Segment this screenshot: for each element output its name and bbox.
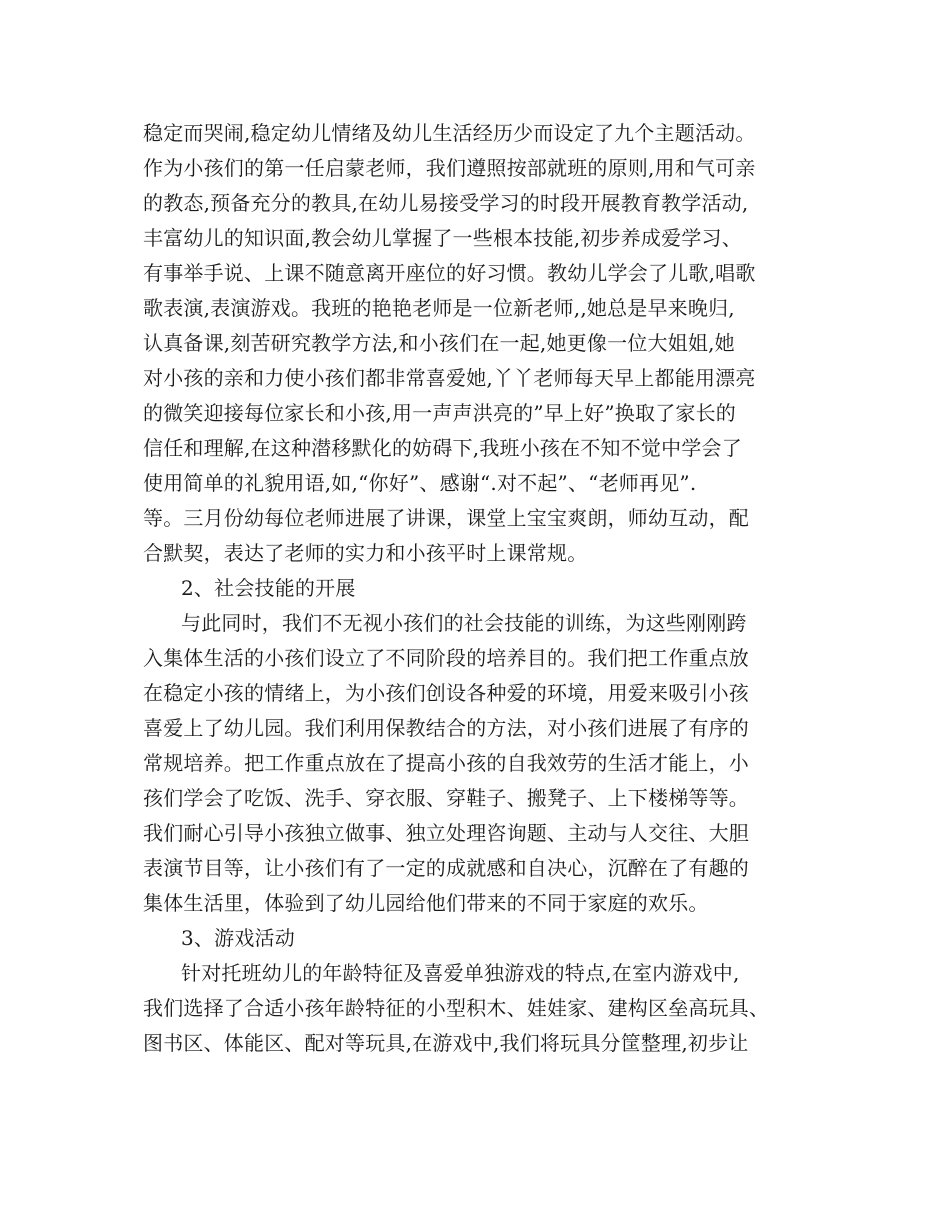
text-line: 歌表演,表演游戏。我班的艳艳老师是一位新老师,,她总是早来晚归, <box>143 296 735 320</box>
text-line: 稳定而哭闹,稳定幼儿情绪及幼儿生活经历少而设定了九个主题活动。 <box>143 121 756 145</box>
text-line: 表演节目等，让小孩们有了一定的成就感和自决心，沉醉在了有趣的 <box>143 856 749 880</box>
section-heading: 2、社会技能的开展 <box>181 576 356 600</box>
section-heading: 3、游戏活动 <box>181 926 295 950</box>
text-line: 的微笑迎接每位家长和小孩,用一声声洪亮的”早上好”换取了家长的 <box>143 401 737 425</box>
text-line: 喜爱上了幼儿园。我们利用保教结合的方法，对小孩们进展了有序的 <box>143 716 749 740</box>
text-line: 集体生活里，体验到了幼儿园给他们带来的不同于家庭的欢乐。 <box>143 891 709 915</box>
text-line: 作为小孩们的第一任启蒙老师，我们遵照按部就班的原则,用和气可亲 <box>143 156 756 180</box>
text-line: 丰富幼儿的知识面,教会幼儿掌握了一些根本技能,初步养成爱学习、 <box>143 226 742 250</box>
text-line: 认真备课,刻苦研究教学方法,和小孩们在一起,她更像一位大姐姐,她 <box>143 331 735 355</box>
text-line: 入集体生活的小孩们设立了不同阶段的培养目的。我们把工作重点放 <box>143 646 749 670</box>
text-line: 信任和理解,在这种潜移默化的妨碍下,我班小孩在不知不觉中学会了 <box>143 436 742 460</box>
text-line: 孩们学会了吃饭、洗手、穿衣服、穿鞋子、搬凳子、上下楼梯等等。 <box>143 786 749 810</box>
text-line: 的教态,预备充分的教具,在幼儿易接受学习的时段开展教育教学活动, <box>143 191 749 215</box>
paragraph-first-line: 针对托班幼儿的年龄特征及喜爱单独游戏的特点,在室内游戏中, <box>181 961 740 985</box>
text-line: 合默契，表达了老师的实力和小孩平时上课常规。 <box>143 541 588 565</box>
text-line: 有事举手说、上课不随意离开座位的好习惯。教幼儿学会了儿歌,唱歌 <box>143 261 756 285</box>
paragraph-first-line: 与此同时，我们不无视小孩们的社会技能的训练，为这些刚刚跨 <box>181 611 747 635</box>
text-line: 图书区、体能区、配对等玩具,在游戏中,我们将玩具分筐整理,初步让 <box>143 1031 749 1055</box>
text-line: 等。三月份幼每位老师进展了讲课，课堂上宝宝爽朗，师幼互动，配 <box>143 506 749 530</box>
text-line: 常规培养。把工作重点放在了提高小孩的自我效劳的生活才能上，小 <box>143 751 749 775</box>
body-text <box>143 116 823 1061</box>
text-line: 我们选择了合适小孩年龄特征的小型积木、娃娃家、建构区垒高玩具、 <box>143 996 770 1020</box>
text-line: 使用简单的礼貌用语,如,“你好”、感谢“.对不起”、“老师再见”. <box>143 471 697 495</box>
text-line: 对小孩的亲和力使小孩们都非常喜爱她,丫丫老师每天早上都能用漂亮 <box>143 366 756 390</box>
text-line: 我们耐心引导小孩独立做事、独立处理咨询题、主动与人交往、大胆 <box>143 821 749 845</box>
text-line: 在稳定小孩的情绪上，为小孩们创设各种爱的环境，用爱来吸引小孩 <box>143 681 749 705</box>
